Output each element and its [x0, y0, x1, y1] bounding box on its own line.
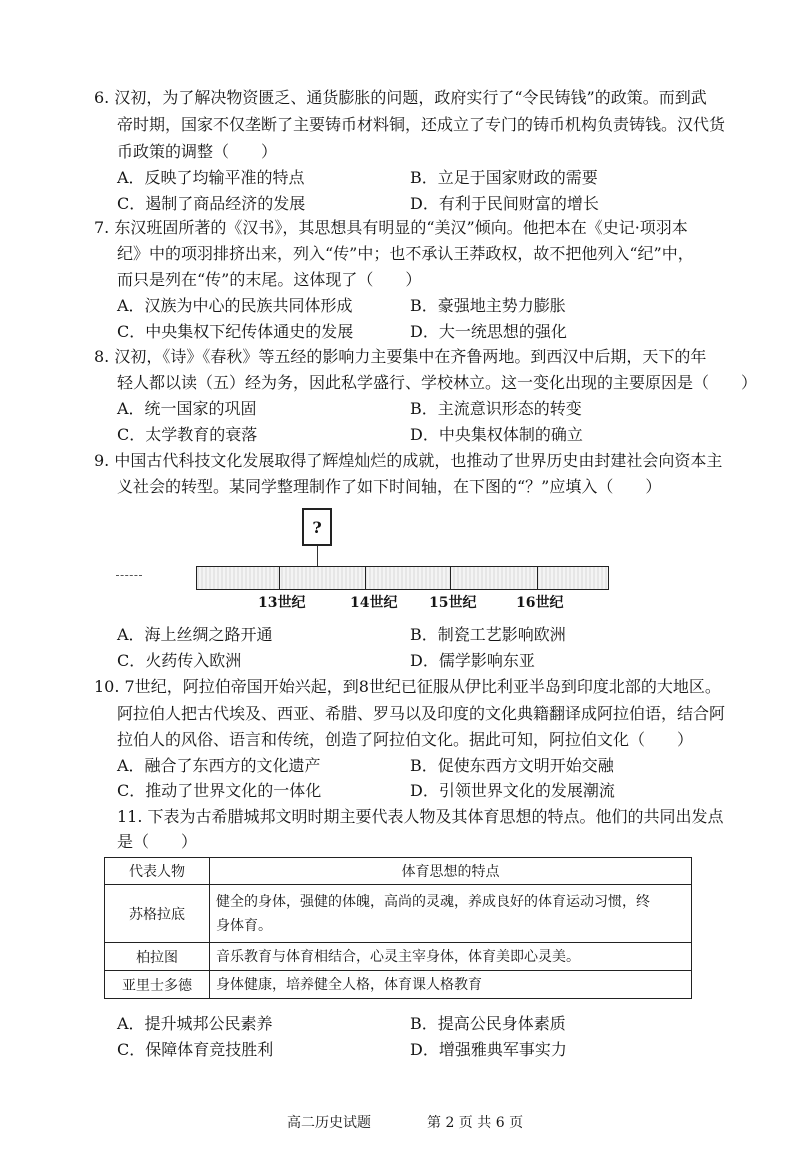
question-11-option-b[interactable]: B．提高公民身体素质: [410, 1014, 566, 1033]
table-row: [105, 885, 692, 943]
question-8-line-2: 轻人都以读（五）经为务，因此私学盛行、学校林立。这一变化出现的主要原因是（ ）: [117, 373, 758, 392]
question-8-option-a[interactable]: A．统一国家的巩固: [117, 399, 257, 418]
timeline-tick-16: [537, 566, 538, 590]
question-6-option-b[interactable]: B．立足于国家财政的需要: [410, 168, 598, 187]
question-11-line-2: 是（ ）: [117, 832, 198, 851]
question-7-line-2: 纪》中的项羽排挤出来，列入“传”中；也不承认王莽政权，故不把他列入“纪”中，: [117, 244, 694, 263]
question-6-line-1: 6. 汉初，为了解决物资匮乏、通货膨胀的问题，政府实行了“令民铸钱”的政策。而到武: [94, 88, 707, 107]
table-cell-text: 身体健康，培养健全人格，体育课人格教育: [216, 976, 482, 993]
table-cell-person: 亚里士多德: [105, 971, 210, 999]
table-cell-text: 身体育。: [216, 917, 272, 934]
philosophers-table: [104, 857, 692, 999]
question-6-option-d[interactable]: D．有利于民间财富的增长: [410, 194, 599, 213]
timeline-tick-13: [279, 566, 280, 590]
table-cell-features: [210, 971, 692, 999]
question-7-option-a[interactable]: A．汉族为中心的民族共同体形成: [117, 296, 353, 315]
table-cell-text: 健全的身体，强健的体魄，高尚的灵魂，养成良好的体育运动习惯，终: [216, 893, 650, 910]
table-cell-features: [210, 943, 692, 971]
question-7-option-c[interactable]: C．中央集权下纪传体通史的发展: [117, 322, 354, 341]
question-9-line-1: 9. 中国古代科技文化发展取得了辉煌灿烂的成就，也推动了世界历史由封建社会向资本主: [94, 451, 723, 470]
table-cell-features: [210, 885, 692, 943]
question-6-line-3: 币政策的调整（ ）: [117, 142, 278, 161]
table-header-features: 体育思想的特点: [210, 858, 692, 885]
question-10-line-2: 阿拉伯人把古代埃及、西亚、希腊、罗马以及印度的文化典籍翻译成阿拉伯语，结合阿: [117, 704, 726, 723]
question-9-option-d[interactable]: D．儒学影响东亚: [410, 651, 535, 670]
table-cell-person: 苏格拉底: [105, 885, 210, 943]
timeline-question-box: ?: [302, 508, 332, 546]
question-9-line-2: 义社会的转型。某同学整理制作了如下时间轴，在下图的“？”应填入（ ）: [117, 477, 662, 496]
timeline-bar: [196, 566, 609, 590]
table-cell-text: 音乐教育与体育相结合，心灵主宰身体，体育美即心灵美。: [216, 948, 580, 965]
question-10-option-a[interactable]: A．融合了东西方的文化遗产: [117, 756, 321, 775]
timeline-label-15: 15世纪: [429, 595, 477, 611]
question-11-line-1: 11. 下表为古希腊城邦文明时期主要代表人物及其体育思想的特点。他们的共同出发点: [117, 807, 724, 826]
footer-page-number: 第 2 页 共 6 页: [427, 1115, 524, 1131]
table-row: [105, 943, 692, 971]
question-8-line-1: 8. 汉初，《诗》《春秋》等五经的影响力主要集中在齐鲁两地。到西汉中后期，天下的年: [94, 347, 707, 366]
table-row: [105, 971, 692, 999]
question-9-option-a[interactable]: A．海上丝绸之路开通: [117, 625, 273, 644]
question-8-option-b[interactable]: B．主流意识形态的转变: [410, 399, 582, 418]
timeline-dashed-lead: [116, 575, 142, 576]
timeline-label-13: 13世纪: [258, 595, 306, 611]
table-header-person: 代表人物: [105, 858, 210, 885]
question-11-option-d[interactable]: D．增强雅典军事实力: [410, 1040, 567, 1059]
timeline-tick-15: [450, 566, 451, 590]
question-10-option-d[interactable]: D．引领世界文化的发展潮流: [410, 781, 615, 800]
timeline-pointer-line: [317, 546, 318, 568]
question-6-option-c[interactable]: C．遏制了商品经济的发展: [117, 194, 306, 213]
table-cell-person: 柏拉图: [105, 943, 210, 971]
question-10-line-3: 拉伯人的风俗、语言和传统，创造了阿拉伯文化。据此可知，阿拉伯文化（ ）: [117, 730, 694, 749]
question-11-option-a[interactable]: A．提升城邦公民素养: [117, 1014, 273, 1033]
question-9-option-b[interactable]: B．制瓷工艺影响欧洲: [410, 625, 566, 644]
footer-title: 高二历史试题: [287, 1115, 371, 1131]
question-7-line-1: 7. 东汉班固所著的《汉书》，其思想具有明显的“美汉”倾向。他把本在《史记·项羽本: [94, 218, 688, 237]
question-10-option-b[interactable]: B．促使东西方文明开始交融: [410, 756, 614, 775]
question-7-option-d[interactable]: D．大一统思想的强化: [410, 322, 567, 341]
question-7-option-b[interactable]: B．豪强地主势力膨胀: [410, 296, 566, 315]
question-6-line-2: 帝时期，国家不仅垄断了主要铸币材料铜，还成立了专门的铸币机构负责铸钱。汉代货: [117, 115, 726, 134]
question-10-line-1: 10. 7世纪，阿拉伯帝国开始兴起，到8世纪已征服从伊比利亚半岛到印度北部的大地区。: [94, 677, 721, 696]
question-6-option-a[interactable]: A．反映了均输平准的特点: [117, 168, 305, 187]
timeline-label-14: 14世纪: [350, 595, 398, 611]
question-7-line-3: 而只是列在“传”的末尾。这体现了（ ）: [117, 270, 422, 289]
question-8-option-d[interactable]: D．中央集权体制的确立: [410, 425, 583, 444]
table-header-row: [105, 858, 692, 885]
timeline-figure: [116, 508, 616, 610]
question-11-option-c[interactable]: C．保障体育竞技胜利: [117, 1040, 274, 1059]
question-10-option-c[interactable]: C．推动了世界文化的一体化: [117, 781, 322, 800]
timeline-label-16: 16世纪: [516, 595, 564, 611]
question-9-option-c[interactable]: C．火药传入欧洲: [117, 651, 242, 670]
timeline-tick-14: [365, 566, 366, 590]
question-8-option-c[interactable]: C．太学教育的衰落: [117, 425, 258, 444]
